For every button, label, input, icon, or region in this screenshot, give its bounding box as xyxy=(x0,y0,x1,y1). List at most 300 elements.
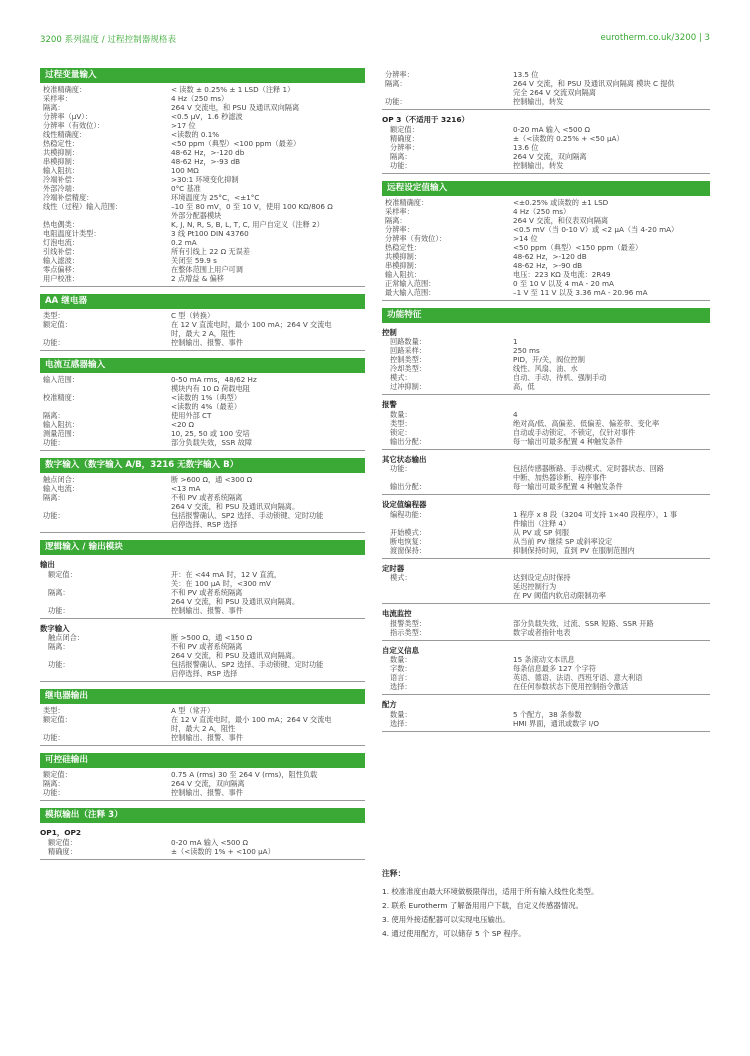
spec-value: 15 条滚动文本讯息 xyxy=(513,655,575,664)
spec-value: 环境温度为 25°C，<±1°C xyxy=(171,193,260,202)
spec-key: 编程功能： xyxy=(390,509,426,519)
spec-row xyxy=(40,112,365,121)
spec-value: A 型（常开） xyxy=(171,706,215,715)
spec-row xyxy=(40,121,365,130)
spec-group xyxy=(382,559,710,605)
spec-row xyxy=(382,719,710,728)
spec-value: 包括报警确认、SP2 选择、手动锁键、定时功能 xyxy=(171,660,324,669)
spec-value: 264 V 交流，双向隔离 xyxy=(513,151,587,161)
note-item: 3. 使用外接适配器可以实现电压输出。 xyxy=(382,915,510,924)
spec-value: 从当前 PV 继续 SP 或斜率设定 xyxy=(513,536,613,546)
spec-key: 引线补偿： xyxy=(43,247,79,256)
spec-value: 部分负载失效、过流、SSR 短路、SSR 开路 xyxy=(513,618,654,628)
spec-group xyxy=(382,495,710,559)
spec-value: <0.5 mV（当 0-10 V）或 <2 μA（当 4-20 mA） xyxy=(513,224,679,234)
subsection-title: 配方 xyxy=(382,700,397,709)
spec-value: PID，开/关，阀位控制 xyxy=(513,355,585,364)
spec-row xyxy=(40,660,365,669)
spec-row xyxy=(382,337,710,346)
spec-row xyxy=(382,464,710,473)
spec-key: 输入范围： xyxy=(43,375,79,384)
spec-key: 功能： xyxy=(390,464,412,473)
spec-value: <13 mA xyxy=(171,484,201,493)
spec-value: 数字或者指针电表 xyxy=(513,627,571,637)
spec-key xyxy=(382,591,513,600)
spec-key: 回路数量： xyxy=(390,337,426,346)
spec-value: 控制输出，转发 xyxy=(513,160,564,170)
spec-group xyxy=(382,196,710,301)
subsection-title: 控制 xyxy=(382,327,397,337)
spec-value: >30:1 环境变化抑制 xyxy=(171,175,239,184)
spec-key xyxy=(40,724,171,733)
spec-key: 精确度： xyxy=(48,846,77,856)
spec-value: ±（<读数的 1% + <100 μA） xyxy=(171,846,275,856)
spec-value: 1 xyxy=(513,337,518,346)
spec-row xyxy=(40,211,365,220)
spec-key: 电阻温度计类型： xyxy=(43,229,101,238)
spec-row xyxy=(40,788,365,797)
spec-value: 不和 PV 或者系统隔离 xyxy=(171,642,243,651)
spec-value: < 读数 ± 0.25% ± 1 LSD（注释 1） xyxy=(171,85,295,94)
spec-key: 分辨率： xyxy=(385,70,414,79)
spec-key: 回路采样： xyxy=(390,346,426,355)
spec-key xyxy=(40,520,171,529)
spec-row xyxy=(40,770,365,779)
spec-row xyxy=(382,528,710,537)
spec-key: 输出分配： xyxy=(390,436,426,446)
spec-key: 输入滤波： xyxy=(43,256,79,265)
spec-value: 4 xyxy=(513,409,518,419)
spec-value: 抑制保持时间，直到 PV 在服制范围内 xyxy=(513,545,635,555)
spec-key: 最大输入范围： xyxy=(385,287,436,297)
spec-value: 件输出（注释 4） xyxy=(513,518,571,528)
spec-value: 自动或手动锁定、不锁定，仅针对事件 xyxy=(513,427,636,437)
spec-key: 选择： xyxy=(390,718,412,728)
spec-value: <读数的 1%（典型） xyxy=(171,393,242,402)
spec-row xyxy=(382,382,710,391)
spec-row xyxy=(40,384,365,393)
spec-key: 零点偏移： xyxy=(43,265,79,274)
spec-row xyxy=(382,252,710,261)
page-header-title: 3200 系列温度 / 过程控制器规格表 xyxy=(40,35,177,45)
spec-key: 共模抑制： xyxy=(43,148,79,157)
spec-value: 达到设定点时保持 xyxy=(513,573,571,582)
spec-row xyxy=(40,570,365,579)
subsection-title: 输出 xyxy=(40,560,55,569)
spec-row xyxy=(382,537,710,546)
right-column xyxy=(382,68,710,732)
spec-row xyxy=(40,475,365,484)
spec-row xyxy=(382,373,710,382)
spec-row xyxy=(40,511,365,520)
spec-key: 功能： xyxy=(390,160,412,170)
note-item: 4. 通过使用配方，可以储存 5 个 SP 程序。 xyxy=(382,929,526,938)
spec-key: 输入阻抗： xyxy=(43,420,79,429)
spec-group xyxy=(382,695,710,732)
spec-key xyxy=(40,329,171,338)
spec-row xyxy=(382,346,710,355)
spec-value: 0 至 10 V 以及 4 mA - 20 mA xyxy=(513,278,614,288)
spec-row xyxy=(382,573,710,582)
spec-group xyxy=(40,704,365,746)
spec-key: 隔离： xyxy=(385,79,407,88)
spec-key: 热稳定性： xyxy=(385,242,421,252)
spec-value: 包括报警确认、SP2 选择、手动锁键、定时功能 xyxy=(171,511,324,520)
spec-value: 264 V 交流，双向隔离 xyxy=(171,779,245,788)
spec-row xyxy=(382,364,710,373)
spec-row xyxy=(382,410,710,419)
spec-row xyxy=(40,175,365,184)
spec-group xyxy=(382,641,710,696)
spec-value: 高，低 xyxy=(513,382,535,391)
spec-group xyxy=(40,619,365,683)
spec-row xyxy=(40,733,365,742)
spec-row xyxy=(382,161,710,170)
spec-key: 功能： xyxy=(43,338,65,347)
spec-value: 13.5 位 xyxy=(513,70,539,79)
spec-value: 电压：223 KΩ 及电流：2R49 xyxy=(513,269,611,279)
spec-value: <±0.25% 或读数的 ±1 LSD xyxy=(513,197,609,207)
spec-value: 250 ms xyxy=(513,346,540,355)
spec-value: 3 线 Pt100 DIN 43760 xyxy=(171,229,249,238)
spec-value: 每条信息最多 127 个字符 xyxy=(513,664,596,673)
section-title: 功能特征 xyxy=(382,308,710,323)
spec-row xyxy=(40,411,365,420)
spec-key: 触点闭合： xyxy=(43,475,79,484)
spec-row xyxy=(40,606,365,615)
spec-value: 在 12 V 直流电时，最小 100 mA；264 V 交流电 xyxy=(171,715,332,724)
spec-key: 触点闭合： xyxy=(48,633,84,642)
spec-value: 264 V 交流，和 PSU 及通讯双向隔离 模块 C 提供 xyxy=(513,79,675,88)
spec-row xyxy=(382,519,710,528)
spec-value: 5 个配方，38 条参数 xyxy=(513,709,582,719)
spec-key: 额定值： xyxy=(390,124,419,134)
spec-row xyxy=(40,148,365,157)
spec-row xyxy=(40,247,365,256)
spec-key: 功能： xyxy=(43,511,65,520)
spec-row xyxy=(40,633,365,642)
spec-row xyxy=(40,229,365,238)
spec-row xyxy=(382,79,710,88)
spec-key: 输入阻抗： xyxy=(43,166,79,175)
spec-group xyxy=(382,323,710,396)
subsection-title: 电流监控 xyxy=(382,609,412,618)
spec-value: <0.5 μV，1.6 秒滤波 xyxy=(171,112,243,121)
spec-row xyxy=(382,279,710,288)
spec-value: <20 Ω xyxy=(171,420,194,429)
spec-value: 外部分配器模块 xyxy=(171,211,222,220)
spec-row xyxy=(382,207,710,216)
spec-group xyxy=(40,309,365,351)
spec-row xyxy=(382,225,710,234)
spec-key: 类型： xyxy=(390,418,412,428)
spec-row xyxy=(40,669,365,678)
spec-key: 功能： xyxy=(43,788,65,797)
spec-row xyxy=(40,238,365,247)
spec-value: <读数的 4%（最差） xyxy=(171,402,242,411)
spec-value: 从 PV 或 SP 伺服 xyxy=(513,527,570,537)
spec-key: 分辨率（有效位）： xyxy=(43,121,105,130)
spec-key: 校准精度： xyxy=(43,393,79,402)
spec-value: 4 Hz（250 ms） xyxy=(513,206,571,216)
spec-row xyxy=(40,438,365,447)
spec-value: 2 点增益 & 偏移 xyxy=(171,274,224,283)
spec-key: 额定值： xyxy=(43,770,72,779)
spec-key: 数量： xyxy=(390,709,412,719)
spec-value: 启停选择、RSP 选择 xyxy=(171,669,238,678)
spec-row xyxy=(382,261,710,270)
note-item: 2. 联系 Eurotherm 了解备用用户下载，自定义传感器情况。 xyxy=(382,901,583,910)
spec-value: 英语、德语、法语、西班牙语、意大利语 xyxy=(513,673,643,682)
spec-key xyxy=(40,402,171,411)
spec-key: 额定值： xyxy=(48,569,77,579)
spec-value: 控制输出，转发 xyxy=(513,97,564,106)
spec-key xyxy=(382,473,513,482)
spec-row xyxy=(40,184,365,193)
spec-key: 隔离： xyxy=(43,779,65,788)
spec-key: 正常输入范围： xyxy=(385,278,436,288)
spec-key: 输出分配： xyxy=(390,482,426,491)
spec-key: 精确度： xyxy=(390,133,419,143)
spec-value: 使用外部 CT xyxy=(171,411,212,420)
spec-value: 开：在 <44 mA 时，12 V 直流， xyxy=(171,569,282,579)
spec-key: 串模抑制： xyxy=(385,260,421,270)
spec-value: –1 V 至 11 V 以及 3.36 mA - 20.96 mA xyxy=(513,287,648,297)
spec-value: K, J, N, R, S, B, L, T, C, 用户自定义（注释 2） xyxy=(171,220,324,229)
spec-value: 中断、加热器诊断、程序事件 xyxy=(513,473,607,482)
section-title: 过程变量输入 xyxy=(40,68,365,83)
spec-row xyxy=(382,355,710,364)
spec-row xyxy=(382,619,710,628)
spec-row xyxy=(382,97,710,106)
spec-value: 10, 25, 50 或 100 安培 xyxy=(171,429,250,438)
spec-key: 指示类型： xyxy=(390,627,426,637)
spec-value: 100 MΩ xyxy=(171,166,199,175)
spec-key: 断电恢复： xyxy=(390,536,426,546)
spec-row xyxy=(382,198,710,207)
section-title: 远程设定值输入 xyxy=(382,181,710,196)
spec-value: 控制输出、报警、事件 xyxy=(171,788,243,797)
spec-group xyxy=(40,823,365,860)
spec-value: 在整体范围上用户可调 xyxy=(171,265,243,274)
spec-key: 采样率： xyxy=(385,206,414,216)
spec-value: 控制输出、报警、事件 xyxy=(171,605,243,615)
spec-row xyxy=(40,715,365,724)
notes-title: 注释： xyxy=(382,869,406,878)
spec-value: 启停选择、RSP 选择 xyxy=(171,520,238,529)
spec-key: 隔离： xyxy=(48,642,70,651)
section-title: AA 继电器 xyxy=(40,294,365,309)
spec-value: 时，最大 2 A，阻性 xyxy=(171,724,236,733)
spec-value: 0-20 mA 输入 <500 Ω xyxy=(513,124,590,134)
spec-value: 48-62 Hz，>-93 dB xyxy=(171,157,241,166)
spec-row xyxy=(382,655,710,664)
spec-value: 264 V 交流，和仪表双向隔离 xyxy=(513,215,609,225)
spec-key: 数量： xyxy=(390,409,412,419)
spec-key: 冷端补偿： xyxy=(43,175,79,184)
spec-key: 采样率： xyxy=(43,94,72,103)
spec-group xyxy=(382,110,710,174)
spec-row xyxy=(382,710,710,719)
spec-row xyxy=(40,838,365,847)
spec-row xyxy=(40,502,365,511)
spec-value: C 型（转换） xyxy=(171,311,215,320)
spec-key: 语言： xyxy=(390,673,412,682)
spec-group xyxy=(382,450,710,496)
section-title: 数字输入（数字输入 A/B，3216 无数字输入 B） xyxy=(40,458,365,473)
spec-key xyxy=(40,597,171,606)
page-header-url: eurotherm.co.uk/3200 | 3 xyxy=(600,33,710,43)
spec-group xyxy=(40,473,365,533)
spec-row xyxy=(40,94,365,103)
spec-value: 断 >500 Ω，通 <150 Ω xyxy=(171,633,253,642)
spec-key: 线性（过程）输入范围： xyxy=(43,202,123,211)
spec-value: 控制输出、报警、事件 xyxy=(171,733,243,742)
spec-key: 共模抑制： xyxy=(385,251,421,261)
spec-row xyxy=(40,651,365,660)
spec-row xyxy=(40,202,365,211)
spec-row xyxy=(40,493,365,502)
spec-key: 校准精确度： xyxy=(43,85,87,94)
spec-value: 在任何参数状态下使用控制指令激活 xyxy=(513,682,629,691)
spec-row xyxy=(382,419,710,428)
subsection-title: 其它状态输出 xyxy=(382,454,427,464)
spec-key: 串模抑制： xyxy=(43,157,79,166)
spec-key: 隔离： xyxy=(43,493,65,502)
spec-key: 测量范围： xyxy=(43,429,79,438)
spec-value: <50 ppm（典型）<150 ppm（最差） xyxy=(513,242,643,252)
spec-key: 冷端补偿精度： xyxy=(43,193,94,202)
spec-key xyxy=(40,651,171,660)
spec-value: 每一输出可最多配置 4 种触发条件 xyxy=(513,482,623,491)
spec-row xyxy=(382,288,710,297)
spec-row xyxy=(40,103,365,112)
spec-row xyxy=(40,375,365,384)
spec-row xyxy=(40,139,365,148)
spec-value: 不和 PV 或者系统隔离 xyxy=(171,587,243,597)
spec-value: 所有引线上 22 Ω 无误差 xyxy=(171,247,250,256)
spec-key: 数量： xyxy=(390,655,412,664)
spec-row xyxy=(382,234,710,243)
spec-value: 在 12 V 直流电时，最小 100 mA；264 V 交流电 xyxy=(171,320,332,329)
spec-row xyxy=(40,724,365,733)
spec-value: >14 位 xyxy=(513,233,538,243)
spec-key: 功能： xyxy=(43,438,65,447)
spec-row xyxy=(382,152,710,161)
spec-row xyxy=(40,484,365,493)
spec-key: 外部冷端： xyxy=(43,184,79,193)
spec-value: 0.75 A (rms) 30 至 264 V (rms)，阻性负载 xyxy=(171,770,318,779)
spec-row xyxy=(40,274,365,283)
spec-group xyxy=(40,83,365,287)
spec-row xyxy=(382,270,710,279)
spec-key xyxy=(382,519,513,528)
spec-key: 控制类型： xyxy=(390,355,426,364)
section-title: 模拟输出（注释 3） xyxy=(40,808,365,823)
subsection-title: 设定值编程器 xyxy=(382,500,427,509)
spec-group xyxy=(382,68,710,110)
spec-key: 分辨率（有效位）： xyxy=(385,233,447,243)
spec-value: 自动、手动、待机、强制手动 xyxy=(513,373,607,382)
subsection-title: 报警 xyxy=(382,400,397,409)
spec-key: 类型： xyxy=(43,706,65,715)
spec-row xyxy=(40,588,365,597)
spec-key: 功能： xyxy=(48,660,70,669)
spec-row xyxy=(40,402,365,411)
spec-row xyxy=(40,265,365,274)
subsection-title: 数字输入 xyxy=(40,623,70,633)
spec-row xyxy=(382,428,710,437)
subsection-title: OP 3（不适用于 3216） xyxy=(382,115,469,124)
spec-value: 264 V 交流，和 PSU 及通讯双向隔离。 xyxy=(171,651,300,660)
note-item: 1. 校准准度由最大环境做极限得出，适用于所有输入线性化类型。 xyxy=(382,887,599,896)
spec-key: 模式： xyxy=(390,373,412,382)
subsection-title: 自定义信息 xyxy=(382,645,419,655)
spec-group xyxy=(40,555,365,619)
spec-row xyxy=(382,216,710,225)
spec-group xyxy=(382,395,710,450)
spec-value: 0.2 mA xyxy=(171,238,197,247)
spec-row xyxy=(40,329,365,338)
spec-value: 0°C 基准 xyxy=(171,184,201,193)
spec-value: 48-62 Hz，>-90 dB xyxy=(513,260,583,270)
spec-key: 字数： xyxy=(390,664,412,673)
spec-key: 隔离： xyxy=(48,587,70,597)
spec-key xyxy=(40,384,171,393)
section-title: 逻辑输入 / 输出模块 xyxy=(40,540,365,555)
spec-value: 包括传感器断路、手动模式、定时器状态、回路 xyxy=(513,464,664,473)
spec-row xyxy=(382,591,710,600)
spec-value: ±（<读数的 0.25% + <50 μA） xyxy=(513,133,624,143)
spec-key: 功能： xyxy=(43,733,65,742)
spec-row xyxy=(40,579,365,588)
spec-row xyxy=(40,520,365,529)
spec-key: 额定值： xyxy=(48,837,77,847)
spec-row xyxy=(40,130,365,139)
spec-value: 13.6 位 xyxy=(513,142,539,152)
spec-row xyxy=(382,134,710,143)
spec-key: 用户校准： xyxy=(43,274,79,283)
spec-key: 线性精确度： xyxy=(43,130,87,139)
spec-row xyxy=(40,847,365,856)
spec-key: 模式： xyxy=(390,573,412,582)
spec-value: 时，最大 2 A，阻性 xyxy=(171,329,236,338)
spec-value: 1 程序 x 8 段（3204 可支持 1×40 段程序），1 事 xyxy=(513,509,678,519)
section-title: 可控硅输出 xyxy=(40,753,365,768)
spec-value: 关闭至 59.9 s xyxy=(171,256,217,265)
spec-row xyxy=(40,779,365,788)
spec-row xyxy=(40,193,365,202)
spec-value: 264 V 交流，和 PSU 及通讯双向隔离。 xyxy=(171,502,300,511)
spec-value: 绝对高/低、高偏差、低偏差、偏差带、变化率 xyxy=(513,418,660,428)
subsection-title: 定时器 xyxy=(382,563,405,573)
spec-value: 4 Hz（250 ms） xyxy=(171,94,229,103)
spec-row xyxy=(40,429,365,438)
spec-key: 功能： xyxy=(385,97,407,106)
spec-value: 线性、风扇、油、水 xyxy=(513,364,578,373)
spec-key: 分辨率： xyxy=(390,142,419,152)
spec-key: 选择： xyxy=(390,682,412,691)
spec-row xyxy=(40,256,365,265)
spec-row xyxy=(40,393,365,402)
section-title: 继电器输出 xyxy=(40,689,365,704)
spec-key xyxy=(40,502,171,511)
spec-row xyxy=(382,673,710,682)
spec-value: –10 至 80 mV，0 至 10 V，使用 100 KΩ/806 Ω xyxy=(171,202,333,211)
spec-value: 48-62 Hz，>-120 db xyxy=(171,148,245,157)
spec-row xyxy=(382,70,710,79)
spec-group xyxy=(40,768,365,801)
